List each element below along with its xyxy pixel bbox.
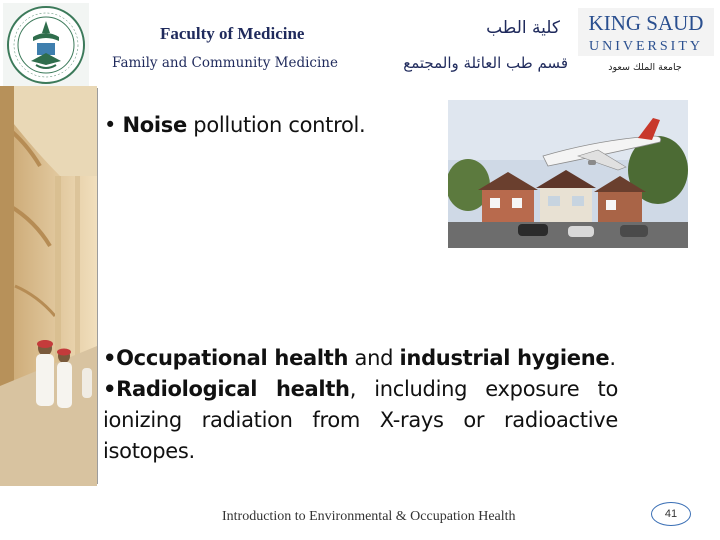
campus-corridor-photo bbox=[0, 86, 97, 486]
university-name-arabic: جامعة الملك سعود bbox=[608, 62, 682, 73]
bullet-keyword-noise: Noise bbox=[122, 113, 187, 137]
department-subtitle-arabic: قسم طب العائلة والمجتمع bbox=[403, 54, 568, 72]
bullet-text: pollution control. bbox=[186, 113, 366, 137]
bullet-radiological-line1 bbox=[103, 374, 618, 405]
content-divider bbox=[97, 88, 98, 484]
bullet-keyword-industrial-hygiene: industrial hygiene bbox=[399, 346, 610, 370]
logo-text-line2: UNIVERSITY bbox=[589, 39, 703, 54]
bullet-occupational-health bbox=[103, 343, 618, 374]
bullet-radiological-line3: isotopes. bbox=[103, 439, 195, 463]
bullet-noise-pollution bbox=[104, 113, 365, 137]
faculty-title: Faculty of Medicine bbox=[160, 24, 305, 43]
bullet-text: . bbox=[609, 346, 616, 370]
king-saud-university-logo bbox=[578, 8, 714, 56]
page-number: 41 bbox=[664, 508, 678, 520]
logo-text-line1: KING SAUD bbox=[588, 11, 704, 35]
bullet-text: , including exposure to bbox=[349, 377, 618, 401]
bullet-radiological-line2: ionizing radiation from X-rays or radioactive bbox=[103, 408, 618, 432]
course-title-footer: Introduction to Environmental & Occupation Health bbox=[222, 509, 516, 524]
bullet-text: and bbox=[348, 346, 400, 370]
faculty-title-arabic: كلية الطب bbox=[486, 18, 560, 38]
bullet-marker: • bbox=[104, 113, 123, 137]
airplane-over-houses-photo bbox=[448, 100, 688, 248]
slide-header bbox=[0, 0, 720, 86]
bullets-health-block bbox=[103, 343, 618, 467]
bullet-keyword-occupational: •Occupational health bbox=[103, 346, 349, 370]
ksu-seal-icon bbox=[3, 3, 89, 87]
department-subtitle: Family and Community Medicine bbox=[112, 55, 338, 71]
bullet-keyword-radiological: •Radiological health bbox=[103, 377, 350, 401]
